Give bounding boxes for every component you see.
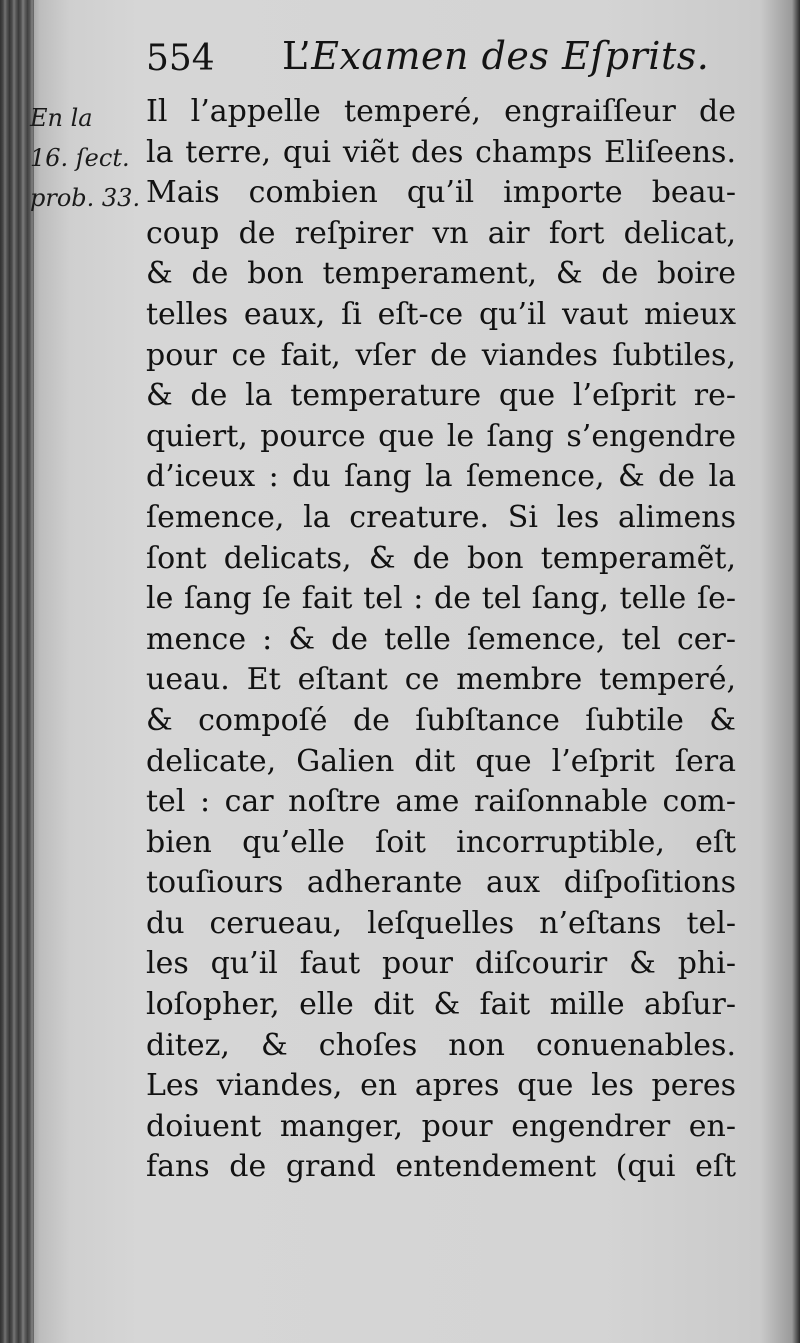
text-line: touſiours adherante aux diſpoſitions xyxy=(146,865,736,901)
text-line: ſont delicats, & de bon temperamẽt, xyxy=(146,540,736,576)
running-title-lead: L’ xyxy=(282,34,312,78)
text-line: d’iceux : du ſang la ſemence, & de la xyxy=(146,459,736,495)
text-line: doiuent manger, pour engendrer en- xyxy=(146,1108,736,1144)
page-header xyxy=(146,28,746,88)
running-title-text: Examen des Eſprits. xyxy=(311,34,710,78)
text-line: du cerueau, leſquelles n’eſtans tel- xyxy=(146,905,736,941)
text-line: fans de grand entendement (qui eſt xyxy=(146,1149,736,1185)
text-line: & compoſé de ſubſtance ſubtile & xyxy=(146,702,736,738)
margin-note-line: 16. ſect. xyxy=(30,144,130,172)
text-line: pour ce fait, vſer de viandes ſubtiles, xyxy=(146,337,736,373)
text-line: tel : car noſtre ame raiſonnable com- xyxy=(146,784,736,820)
text-line: Il l’appelle temperé, engraiſſeur de xyxy=(146,94,736,129)
page-number: 554 xyxy=(146,38,215,79)
text-line: ſemence, la creature. Si les alimens xyxy=(146,499,736,535)
text-line: delicate, Galien dit que l’eſprit ſera xyxy=(146,743,736,779)
text-line: & de la temperature que l’eſprit re- xyxy=(146,378,736,414)
text-line: mence : & de telle ſemence, tel cer- xyxy=(146,621,736,657)
text-line: loſopher, elle dit & fait mille abſur- xyxy=(146,987,736,1023)
text-line: la terre, qui viẽt des champs Eliſeens. xyxy=(146,134,736,170)
running-title xyxy=(282,34,709,78)
text-line: Mais combien qu’il importe beau- xyxy=(146,175,736,211)
text-line: bien qu’elle ſoit incorruptible, eſt xyxy=(146,824,736,860)
margin-note-line: prob. 33. xyxy=(30,184,141,212)
margin-note-line: En la xyxy=(30,104,93,132)
text-line: le ſang ſe fait tel : de tel ſang, telle ſe- xyxy=(146,581,736,617)
text-line: ueau. Et eſtant ce membre temperé, xyxy=(146,662,736,698)
text-line: ditez, & choſes non conuenables. xyxy=(146,1027,736,1063)
text-line: les qu’il faut pour diſcourir & phi- xyxy=(146,946,736,982)
text-line: coup de reſpirer vn air fort delicat, xyxy=(146,215,736,251)
text-line: telles eaux, ſi eſt-ce qu’il vaut mieux xyxy=(146,296,736,332)
book-gutter xyxy=(0,0,34,1343)
text-line: & de bon temperament, & de boire xyxy=(146,256,736,292)
margin-note xyxy=(30,98,142,218)
text-line: Les viandes, en apres que les peres xyxy=(146,1068,736,1104)
body-text xyxy=(146,92,736,1188)
text-line: quiert, pource que le ſang s’engendre xyxy=(146,418,736,454)
